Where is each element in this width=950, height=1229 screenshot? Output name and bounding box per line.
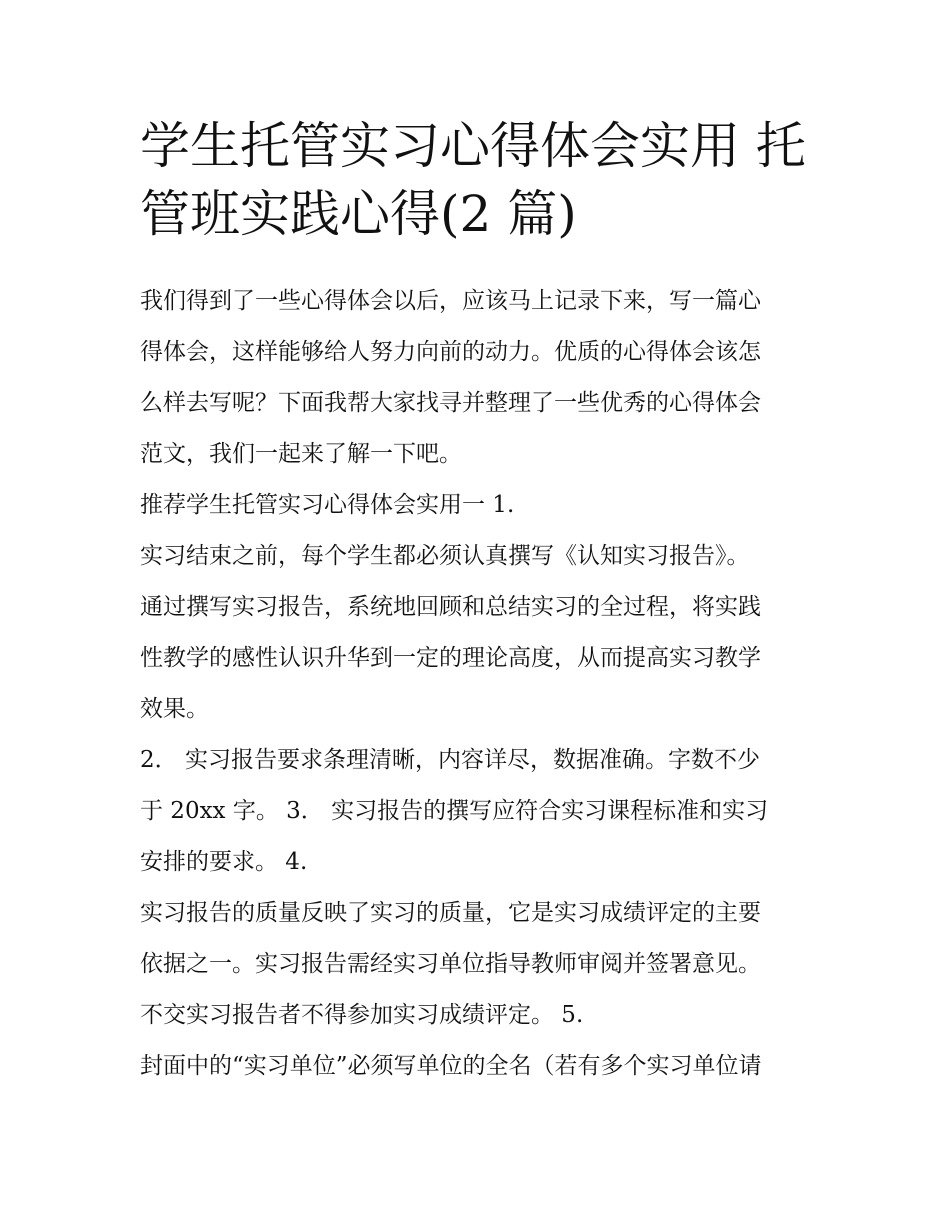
document-title: 学生托管实习心得体会实用 托 管班实践心得(2 篇): [140, 117, 806, 243]
paragraph-report-quality: 实习报告的质量反映了实习的质量，它是实习成绩评定的主要 依据之一。实习报告需经实习单位指导教师审阅并签署意见。 不交实习报告者不得参加实习成绩评定。 5.: [140, 900, 761, 1028]
document-body: [140, 276, 820, 1092]
paragraph-intro: 我们得到了一些心得体会以后，应该马上记录下来，写一篇心 得体会，这样能够给人努力向前的动力。优质的心得体会该怎 么样去写呢？下面我帮大家找寻并整理了一些优秀的心得体会 范文，我们一起来了解一下吧。: [140, 288, 761, 467]
paragraph-cover-info: 封面中的“实习单位”必须写单位的全名（若有多个实习单位请: [140, 1053, 762, 1079]
paragraph-recommend-heading: 推荐学生托管实习心得体会实用一 1.: [140, 492, 515, 518]
paragraph-report-requirements: 2． 实习报告要求条理清晰，内容详尽，数据准确。字数不少 于 20xx 字。 3． 实习报告的撰写应符合实习课程标准和实习 安排的要求。 4.: [140, 747, 769, 875]
paragraph-report-purpose: 实习结束之前，每个学生都必须认真撰写《认知实习报告》。 通过撰写实习报告，系统地回顾和总结实习的全过程，将实践 性教学的感性认识升华到一定的理论高度，从而提高实习教学 效果。: [140, 543, 761, 722]
